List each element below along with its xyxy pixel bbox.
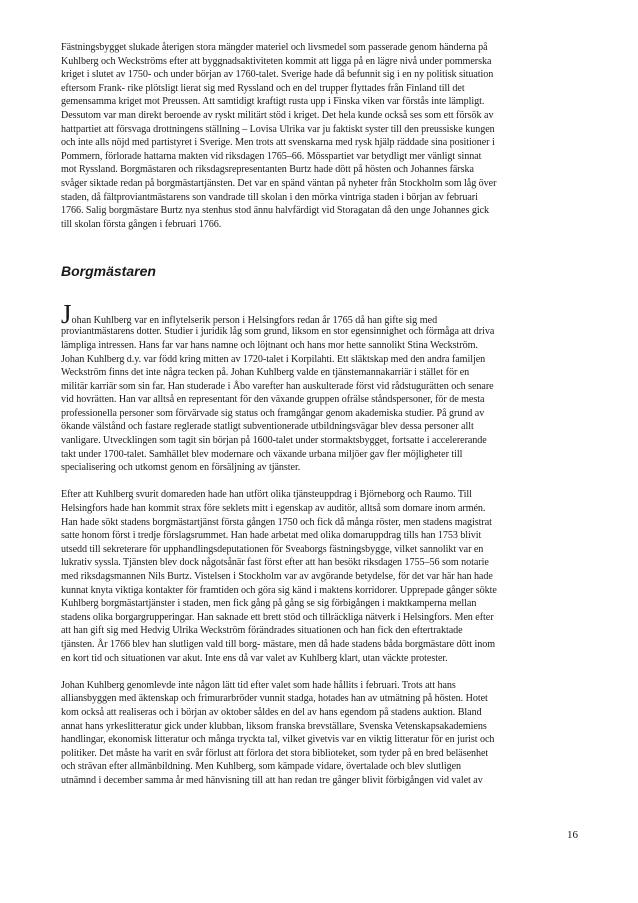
text-line: vanligare. Utvecklingen som tagit sin början på 1600-talet under stormaktsbygget, fortsatte i accelererande xyxy=(61,435,487,447)
text-line: en kort tid och situationen var akut. Inte ens då var valet av Kuhlberg klart, utan väckte protester. xyxy=(61,652,448,664)
text-line: vid hovrätten. Han var alltså en representant för den växande gruppen ofrälse ståndspersoner, för de mesta xyxy=(61,394,485,406)
text-line: Han hade sökt stadens borgmästartjänst första gången 1750 och fick då många röster, men stadens magistrat xyxy=(61,516,492,528)
paragraph-3 xyxy=(61,679,581,788)
text-line: Dessutom var man direkt beroende av ryskt militärt stöd i kriget. Det hela kunde också ses som ett försök av xyxy=(61,109,494,121)
text-line: mot Ryssland. Borgmästaren och riksdagsrepresentanten Burtz hade dött på hösten och Johannes färska xyxy=(61,164,474,176)
dropcap-letter: J xyxy=(61,299,72,330)
intro-paragraph xyxy=(61,41,581,231)
text-line: Weckström finns det inte några tecken på. Johan Kuhlberg valde en tjänstemannakarriär i stället för en xyxy=(61,367,470,379)
text-line: Kuhlberg och Weckströms efter att byggnadsaktiviteten kommit att ligga på en lägre nivå under pommerska xyxy=(61,55,492,67)
text-line: Johan Kuhlberg d.y. var född kring mitten av 1720-talet i Korpilahti. Ett släktskap med den andra familjen xyxy=(61,353,486,365)
text-line: utsedd till sekreterare för upphandlingsdeputationen för Sveaborgs fästningsbygge, vilket sannolikt var en xyxy=(61,543,484,555)
text-line: specialisering och utkomst genom en försäljning av tjänster. xyxy=(61,462,301,474)
page-number: 16 xyxy=(567,829,578,841)
section-heading: Borgmästaren xyxy=(61,263,156,280)
text-line: ökande välstånd och fastare reglerade statligt subventionerade utbildningsvägar blev dessa personer allt xyxy=(61,421,474,433)
text-line: politiker. Det måste ha varit en svår förlust att förlora det stora biblioteket, som tyder på en bred beläsenhet xyxy=(61,747,489,759)
text-line: Helsingfors hade han kommit strax före seklets mitt i egenskap av auditör, alltså som domare inom armén. xyxy=(61,503,486,515)
text-line: lukrativ syssla. Tjänsten blev dock någotsånär fast först efter att han besökt riksdagen 1755–56 som notarie xyxy=(61,557,489,569)
dropcap-first-line xyxy=(61,299,581,330)
text-line: satte honom först i tredje förslagsrummet. Han hade arbetat med olika domaruppdrag tills han 1753 blivit xyxy=(61,530,482,542)
text-line: kunnat knyta viktiga kontakter för framtiden och göra sig känd i maktens korridorer. Upprepade gånger sökte xyxy=(61,584,497,596)
text-line: Pommern, förlorade hattarna makten vid riksdagen 1765–66. Mösspartiet var betydligt mer vänligt sinnat xyxy=(61,150,482,162)
text-line: militär karriär som sin far. Han studerade i Åbo varefter han auskulterade först vid rådstugurätten och senare xyxy=(61,380,494,392)
text-line: Fästningsbygget slukade återigen stora mängder materiel och livsmedel som passerade genom händerna på xyxy=(61,42,488,53)
text-line: hattpartiet att försvaga drottningens ställning – Lovisa Ulrika var ju faktiskt syster till den preussiske kungen xyxy=(61,123,495,135)
text-line: 1766. Salig borgmästare Burtz nya stenhus stod ännu halvfärdigt vid Storagatan då den unge Johannes gick xyxy=(61,205,489,217)
text-line: eftersom Frank- rike plötsligt lierat sig med Ryssland och en del trupper flyttades från Finland till det xyxy=(61,82,465,94)
text-line: gemensamma kriget mot Preussen. Att samtidigt kraftigt rusta upp i Finska viken var förstås inte lämpligt. xyxy=(61,96,485,108)
text-line: och strävan efter allmänbildning. Men Kuhlberg, som kämpade vidare, övertalade och blev slutligen xyxy=(61,761,461,773)
text-line: lämpliga intressen. Hans far var hans namne och löjtnant och hans mor hette sannolikt Stina Weckström. xyxy=(61,339,478,351)
text-line: stadens olika borgargrupperingar. Han saknade ett brett stöd och tillräckliga nätverk i Helsingfors. Men efter xyxy=(61,611,494,623)
text-line: Efter att Kuhlberg svurit domareden hade han utfört olika tjänsteuppdrag i Björneborg och Raumo. Till xyxy=(61,489,472,501)
text-line: att han gift sig med Hedvig Ulrika Weckström förändrades situationen och han fick den eftertraktade xyxy=(61,625,463,637)
document-page xyxy=(61,41,581,788)
text-line: tjänsten. År 1766 blev han slutligen vald till borg- mästare, men då hade stadens båda borgmästare dött inom xyxy=(61,638,496,650)
paragraph-2 xyxy=(61,488,581,665)
text-line: kriget i slutet av 1750- och under början av 1760-talet. Sverige hade då befunnit sig i en ny politisk situation xyxy=(61,69,494,81)
text-line: staden, då fältproviantmästarens son vandrade till skolan i den mörka vintriga staden i början av februari xyxy=(61,191,478,203)
first-line-text: ohan Kuhlberg var en inflytelserik person i Helsingfors redan år 1765 då han gifte sig med xyxy=(71,315,438,327)
text-line: svåger siktade redan på borgmästartjänsten. Det var en spänd väntan på nyheter från Stockholm som låg över xyxy=(61,177,497,189)
text-line: alliansbyggen med äktenskap och frimurarbröder vunnit stadga, hotades han av utmätning på hösten. Hotet xyxy=(61,693,488,705)
paragraph-1 xyxy=(61,325,581,475)
text-line: handlingar, ekonomisk litteratur och många tryckta tal, vilket givetvis var en viktig litteratur för en jurist och xyxy=(61,734,495,746)
text-line: Johan Kuhlberg genomlevde inte någon lätt tid efter valet som hade hållits i februari. Trots att hans xyxy=(61,679,456,691)
text-line: utnämnd i december samma år med hänvisning till att han redan tre gånger blivit förbigången vid valet av xyxy=(61,774,483,786)
text-line: annat hans yrkeslitteratur gick under klubban, liksom franska brevställare, Svenska Vetenskapsakademiens xyxy=(61,720,487,732)
text-line: och inte alls nöjd med partistyret i Sverige. Men trots att svenskarna med rysk hjälp räddade sina positioner i xyxy=(61,137,495,149)
text-line: Kuhlberg borgmästartjänster i staden, men fick gång på gång se sig förbigången i maktkamperna mellan xyxy=(61,598,477,610)
text-line: proviantmästarens dotter. Studier i juridik låg som grund, liksom en stor egensinnighet och förmåga att driva xyxy=(61,326,495,338)
text-line: med riksdagsmannen Nils Burtz. Vistelsen i Stockholm var av avgörande betydelse, för det var här han hade xyxy=(61,571,493,582)
text-line: kom också att realiseras och i början av oktober såldes en del av hans egendom på stadens auktion. Bland xyxy=(61,706,482,718)
text-line: professionella personer som förvärvade sig status och framgångar genom akademiska studier. På grund av xyxy=(61,407,485,419)
text-line: till skolan första gången i februari 1766. xyxy=(61,218,222,230)
text-line: takt under 1700-talet. Samhället blev modernare och växande urbana miljöer gav fler möjligheter till xyxy=(61,448,463,460)
